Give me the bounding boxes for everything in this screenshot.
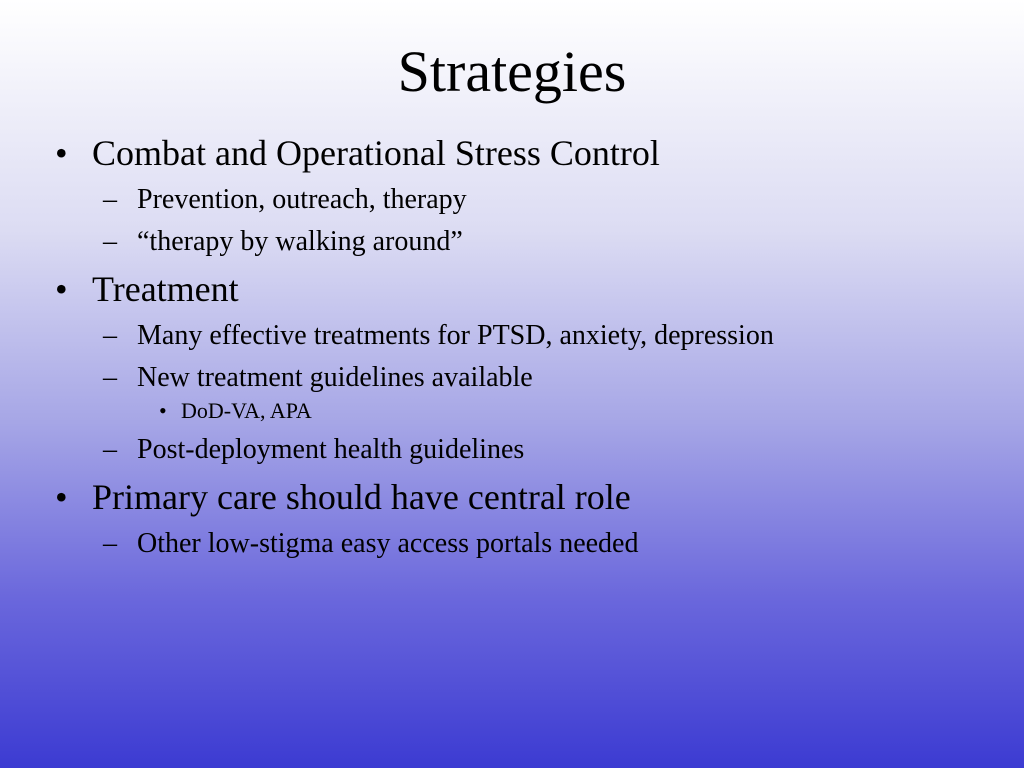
subbullet-text: New treatment guidelines available <box>137 362 533 393</box>
subbullet-text: Many effective treatments for PTSD, anxiety, depression <box>137 320 774 351</box>
subbullet-text: Other low-stigma easy access portals needed <box>137 528 639 559</box>
dash-marker: – <box>103 362 117 393</box>
subbullet-text: Post-deployment health guidelines <box>137 434 525 465</box>
dash-marker: – <box>103 434 117 465</box>
bullet-primary-care <box>55 476 995 518</box>
dash-marker: – <box>103 528 117 559</box>
subbullet-therapy-walking <box>55 226 995 258</box>
subbullet-text: “therapy by walking around” <box>137 226 463 257</box>
subbullet-effective-treatments <box>55 320 995 352</box>
dash-marker: – <box>103 184 117 215</box>
subbullet-low-stigma-portals <box>55 528 995 560</box>
bullet-marker: • <box>159 398 167 423</box>
subsubbullet-text: DoD-VA, APA <box>181 398 312 423</box>
bullet-marker: • <box>55 269 68 309</box>
dash-marker: – <box>103 320 117 351</box>
bullet-text: Treatment <box>92 269 239 309</box>
subbullet-guidelines-available <box>55 362 995 394</box>
subsubbullet-dod-va-apa <box>55 398 995 424</box>
subbullet-text: Prevention, outreach, therapy <box>137 184 467 215</box>
bullet-text: Primary care should have central role <box>92 477 631 517</box>
slide-title: Strategies <box>397 39 627 104</box>
bullet-combat-stress-control <box>55 132 995 174</box>
bullet-marker: • <box>55 477 68 517</box>
subbullet-post-deployment <box>55 434 995 466</box>
bullet-treatment <box>55 268 995 310</box>
bullet-text: Combat and Operational Stress Control <box>92 133 660 173</box>
bullet-list <box>55 128 995 560</box>
bullet-marker: • <box>55 133 68 173</box>
subbullet-prevention <box>55 184 995 216</box>
dash-marker: – <box>103 226 117 257</box>
